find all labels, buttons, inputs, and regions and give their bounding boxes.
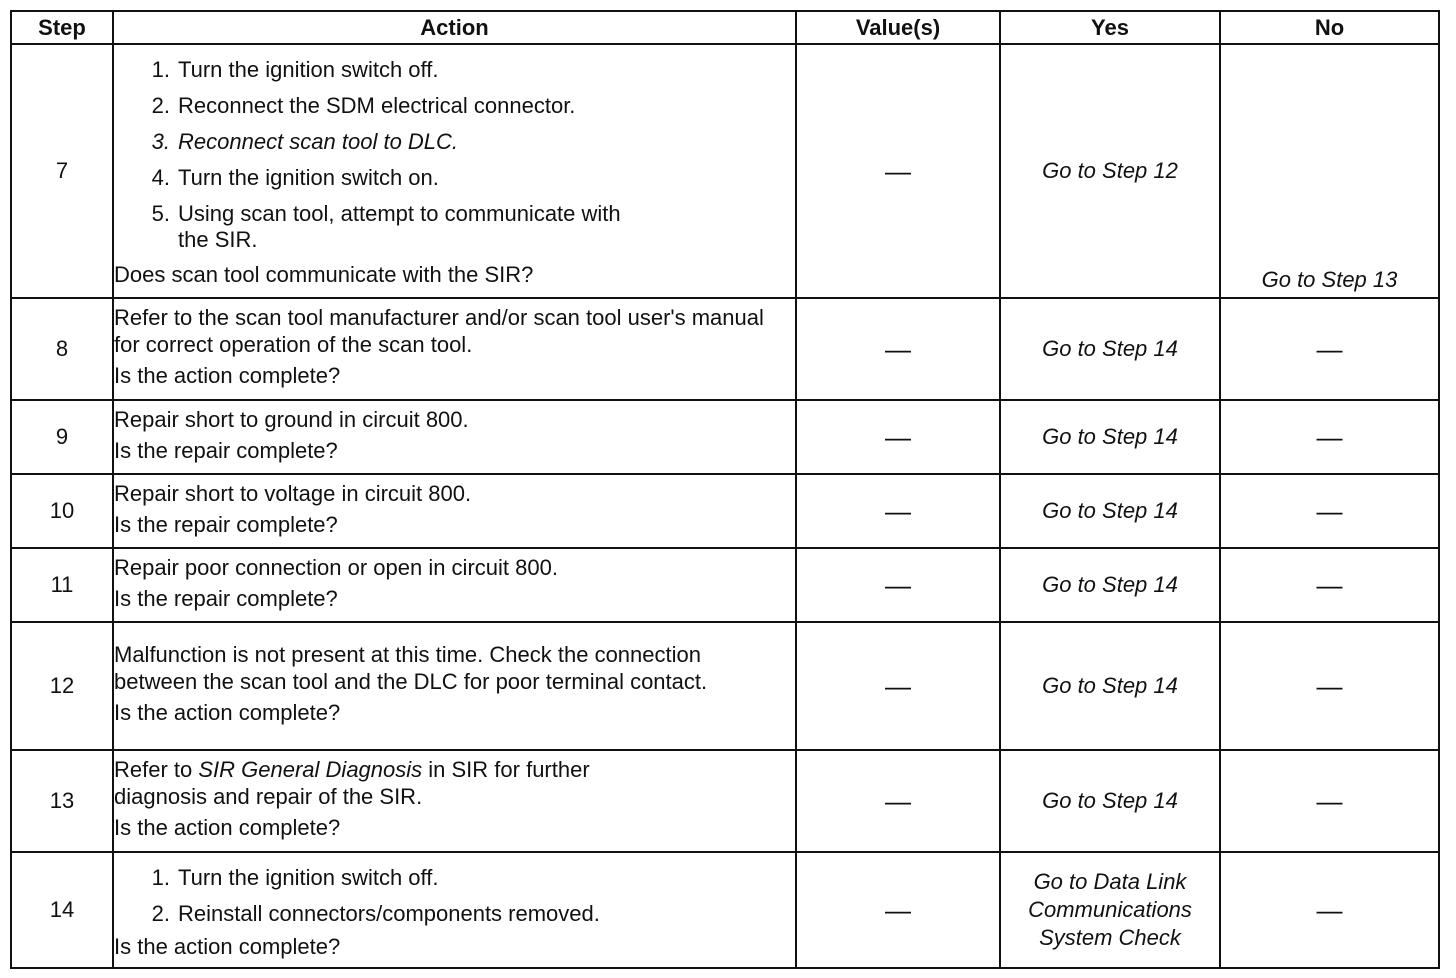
action-cell: [113, 852, 796, 968]
action-text: Repair short to ground in circuit 800.: [114, 406, 469, 432]
action-cell: [113, 44, 796, 298]
action-list: [114, 52, 795, 257]
list-item: 1. Turn the ignition switch off.: [151, 865, 439, 890]
header-yes: Yes: [1000, 11, 1220, 44]
action-list: [114, 860, 795, 932]
action-text: Repair poor connection or open in circuit 800.: [114, 554, 558, 580]
value-dash: —: [796, 474, 1000, 548]
action-question: Is the action complete?: [114, 363, 341, 388]
action-text: Malfunction is not present at this time. Check the connection between the scan tool and the DLC for poor terminal contact.: [114, 642, 708, 694]
step-number: 7: [11, 44, 113, 298]
table-row: [11, 750, 1439, 852]
diagnostic-table: [10, 10, 1440, 969]
yes-result: Go to Step 14: [1000, 474, 1220, 548]
reference-link-text: Data Link Communications System Check: [1028, 869, 1192, 950]
yes-result: Go to Step 14: [1000, 750, 1220, 852]
action-cell: [113, 750, 796, 852]
no-dash: —: [1220, 474, 1439, 548]
step-number: 9: [11, 400, 113, 474]
header-row: [11, 11, 1439, 44]
yes-result: Go to Step 14: [1000, 400, 1220, 474]
value-dash: —: [796, 400, 1000, 474]
action-cell: [113, 548, 796, 622]
yes-result: Go to Step 14: [1000, 298, 1220, 400]
action-text: Refer to SIR General Diagnosis in SIR for further diagnosis and repair of the SIR.: [114, 757, 590, 809]
no-dash: —: [1220, 298, 1439, 400]
action-question: Is the action complete?: [114, 815, 341, 840]
list-item: 2. Reconnect the SDM electrical connector.: [151, 92, 576, 118]
action-question: Is the action complete?: [114, 934, 341, 959]
table-row: [11, 298, 1439, 400]
step-number: 13: [11, 750, 113, 852]
value-dash: —: [796, 622, 1000, 750]
table-row: [11, 548, 1439, 622]
table-row: [11, 400, 1439, 474]
yes-result: Go to Step 14: [1000, 622, 1220, 750]
step-number: 11: [11, 548, 113, 622]
reference-link-text: SIR General Diagnosis: [198, 757, 423, 782]
value-dash: —: [796, 298, 1000, 400]
action-question: Is the repair complete?: [114, 511, 338, 537]
list-item: 3. Reconnect scan tool to DLC.: [151, 128, 459, 154]
step-number: 10: [11, 474, 113, 548]
action-cell: [113, 298, 796, 400]
value-dash: —: [796, 548, 1000, 622]
no-dash: —: [1220, 622, 1439, 750]
yes-result: Go to Step 14: [1000, 548, 1220, 622]
value-dash: —: [796, 750, 1000, 852]
action-question: Does scan tool communicate with the SIR?: [114, 261, 534, 287]
action-question: Is the repair complete?: [114, 585, 338, 611]
list-item: 4. Turn the ignition switch on.: [151, 164, 439, 190]
action-cell: [113, 400, 796, 474]
table-row: [11, 44, 1439, 298]
step-number: 14: [11, 852, 113, 968]
header-no: No: [1220, 11, 1439, 44]
list-item: 5. Using scan tool, attempt to communicate with the SIR.: [151, 200, 621, 252]
step-number: 12: [11, 622, 113, 750]
value-dash: —: [796, 852, 1000, 968]
yes-result: Go to Step 12: [1000, 44, 1220, 298]
header-action: Action: [113, 11, 796, 44]
action-text: Repair short to voltage in circuit 800.: [114, 480, 472, 506]
action-question: Is the repair complete?: [114, 437, 338, 463]
action-cell: [113, 622, 796, 750]
header-step: Step: [11, 11, 113, 44]
step-number: 8: [11, 298, 113, 400]
value-dash: —: [796, 44, 1000, 298]
table-row: [11, 852, 1439, 968]
table-row: [11, 622, 1439, 750]
yes-result: Go to Data Link Communications System Check: [1000, 852, 1220, 968]
list-item: 1. Turn the ignition switch off.: [151, 56, 439, 82]
action-question: Is the action complete?: [114, 700, 341, 725]
no-result: Go to Step 13: [1220, 44, 1439, 298]
no-dash: —: [1220, 750, 1439, 852]
action-cell: [113, 474, 796, 548]
action-text: Refer to the scan tool manufacturer and/or scan tool user's manual for correct operation of the scan tool.: [114, 305, 764, 357]
no-dash: —: [1220, 400, 1439, 474]
header-values: Value(s): [796, 11, 1000, 44]
no-dash: —: [1220, 548, 1439, 622]
no-dash: —: [1220, 852, 1439, 968]
table-row: [11, 474, 1439, 548]
list-item: 2. Reinstall connectors/components removed.: [151, 901, 600, 926]
